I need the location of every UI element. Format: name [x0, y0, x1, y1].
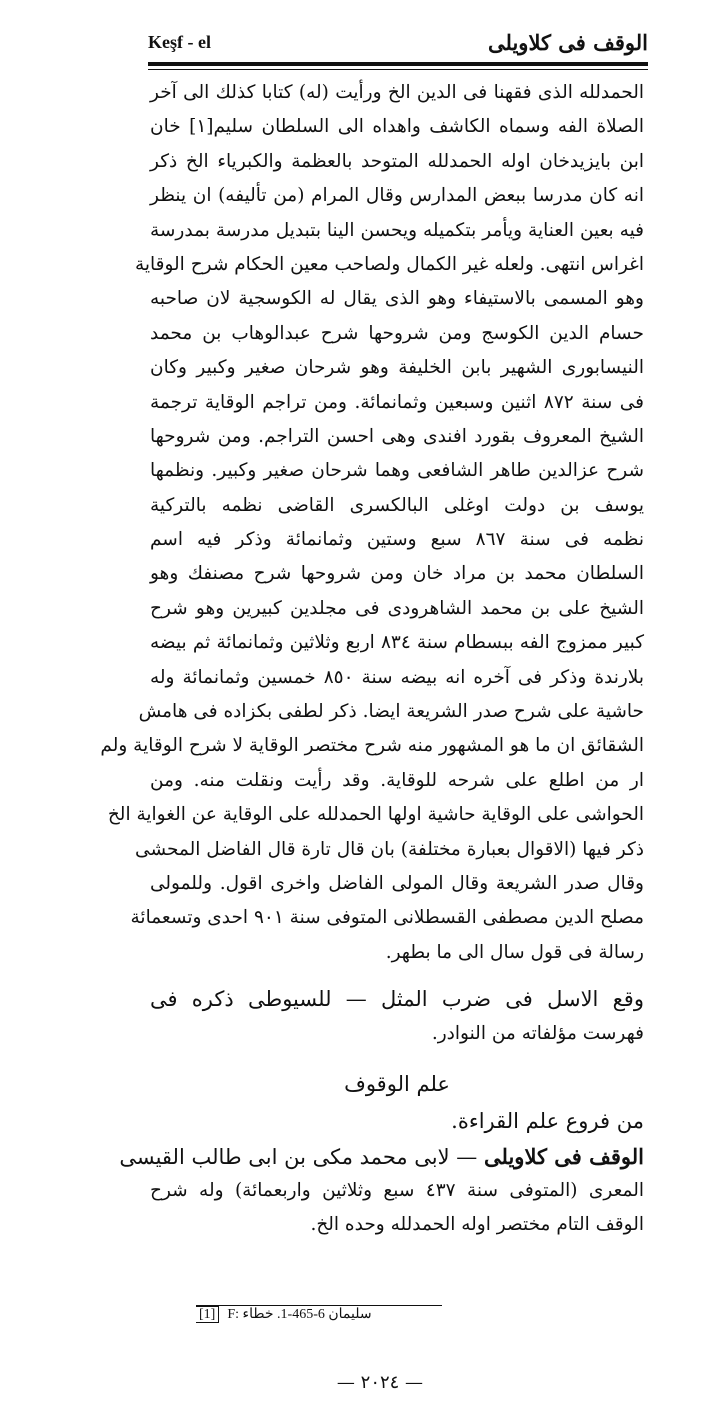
text-line: الشقائق ان ما هو المشهور منه شرح مختصر الوقاية لا شرح الوقاية ولم	[100, 735, 644, 757]
entry-title: الوقف فى كلاويلى	[484, 1143, 644, 1169]
page-number: — ٢٠٢٤ —	[336, 1372, 424, 1393]
text-line: مصلح الدين مصطفى القسطلانى المتوفى سنة ٩٠١ احدى وتسعمائة	[130, 907, 644, 929]
text-line: نظمه فى سنة ٨٦٧ سبع وستين وثمانمائة وذكر فيه اسم	[150, 529, 644, 551]
text-line: ذكر فيها (الاقوال بعبارة مختلفة) بان قال تارة قال الفاضل المحشى	[135, 838, 644, 860]
text-line: حاشية على شرح صدر الشريعة ايضا. ذكر لطفى بكزاده فى هامش	[138, 701, 644, 723]
text-line: الحواشى على الوقاية حاشية اولها الحمدلله على الوقاية عن الغواية الخ	[107, 804, 644, 826]
running-head-title: الوقف فى كلاويلى	[488, 30, 648, 55]
text-line: فيه بعين العناية ويأمر بتكميله ويحسن الينا بتبديل مدرسة بمدرسة	[150, 219, 644, 241]
body-text	[100, 76, 645, 1242]
text-line: الصلاة الفه وسماه الكاشف واهداه الى السلطان سليم[١] خان	[150, 116, 644, 138]
entry-author: — لابى محمد مكى بن ابى طالب القيسى	[119, 1144, 478, 1169]
text-line: ابن بايزيدخان اوله الحمدلله المتوحد بالعظمة والكبرياء الخ ذكر	[150, 150, 644, 172]
footnote	[196, 1305, 442, 1328]
section-heading: علم الوقوف	[344, 1071, 450, 1096]
text-line: وهو المسمى بالاستيفاء وهو الذى يقال له الكوسجية لان صاحبه	[150, 288, 644, 310]
text-line: اغراس انتهى. ولعله غير الكمال ولصاحب معين الحكام شرح الوقاية	[134, 253, 644, 275]
text-line: كبير ممزوج الفه ببسطام سنة ٨٣٤ اربع وثلاثين وثمانمائة ثم بيضه	[150, 632, 645, 654]
text-line: شرح عزالدين طاهر الشافعى وهما شرحان صغير وكبير. ونظمها	[150, 460, 644, 482]
section-line: من فروع علم القراءة.	[451, 1108, 644, 1133]
text-line: فى سنة ٨٧٢ اثنين وسبعين وثمانمائة. ومن تراجم الوقاية ترجمة	[150, 391, 644, 413]
text-line: ار من اطلع على شرحه للوقاية. وقد رأيت ونقلت منه. ومن	[150, 769, 644, 791]
text-line: النيسابورى الشهير بابن الخليفة وهو شرحان صغير وكبير وكان	[150, 357, 644, 379]
text-line: الحمدلله الذى فقهنا فى الدين الخ ورأيت (له) كتابا كذلك الى آخر	[150, 82, 644, 103]
text-line: بلارندة وذكر فى آخره انه بيضه سنة ٨٥٠ خمسين وثمانمائة وله	[150, 666, 644, 688]
footnote-text: F: سليمان 6-465-1. خطاء	[227, 1307, 372, 1322]
text-line: السلطان محمد بن مراد خان ومن شروحها شرح مصنفك وهو	[150, 563, 644, 585]
footnote-number: [1]	[196, 1306, 219, 1323]
entry-waqa-line: وقع الاسل فى ضرب المثل — للسيوطى ذكره فى	[150, 987, 644, 1012]
entry-line: الوقف التام مختصر اوله الحمدلله وحده الخ.	[310, 1213, 644, 1235]
entry-first-line	[119, 1139, 644, 1174]
text-line: انه كان مدرسا ببعض المدارس وقال المرام (من تأليفه) ان ينظر	[150, 185, 644, 207]
header-rule-thin	[148, 69, 648, 70]
entry-waqa-line: فهرست مؤلفاته من النوادر.	[431, 1023, 644, 1045]
text-line: الشيخ على بن محمد الشاهرودى فى مجلدين كبيرين وهو شرح	[150, 597, 644, 619]
text-line: حسام الدين الكوسج ومن شروحها شرح عبدالوهاب بن محمد	[150, 322, 644, 344]
text-line: الشيخ المعروف بقورد افندى وهى احسن التراجم. ومن شروحها	[150, 425, 644, 447]
entry-line: المعرى (المتوفى سنة ٤٣٧ سبع وثلاثين واربعمائة) وله شرح	[150, 1179, 644, 1201]
text-line: وقال صدر الشريعة وقال المولى الفاضل واخرى اقول. وللمولى	[150, 872, 644, 894]
running-head	[148, 30, 648, 60]
text-line: يوسف بن دولت اوغلى البالكسرى القاضى نظمه بالتركية	[150, 494, 644, 516]
running-head-label: Keşf - el	[148, 32, 211, 52]
header-rule-thick	[148, 62, 648, 66]
text-line: رسالة فى قول سال الى ما بطهر.	[385, 941, 644, 963]
